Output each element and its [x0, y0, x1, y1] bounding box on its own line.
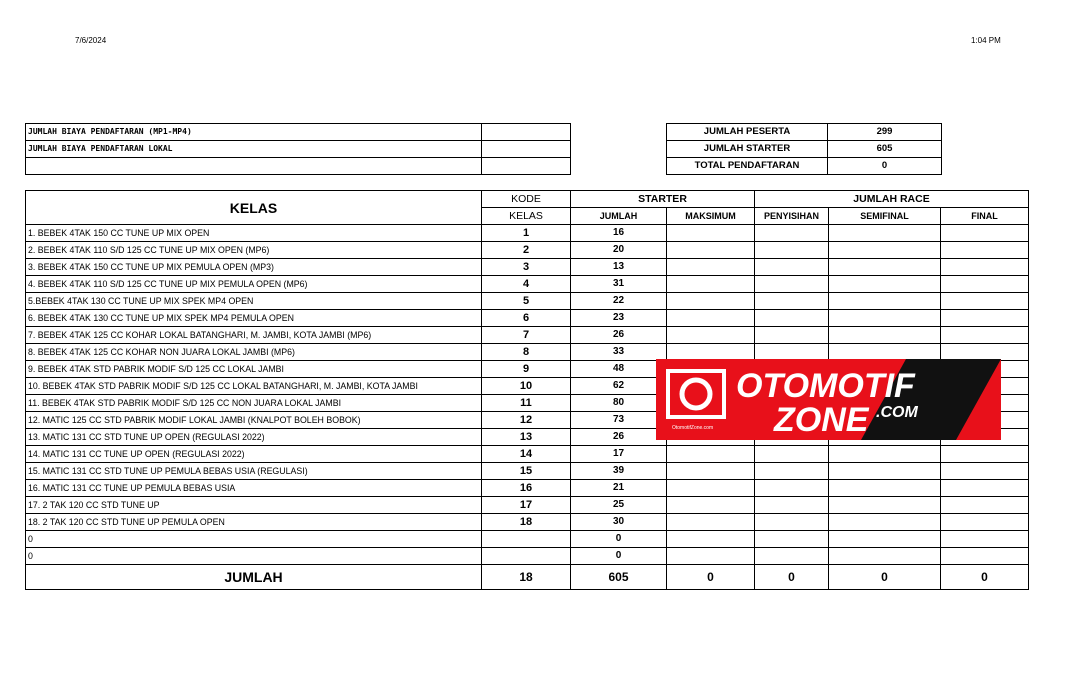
summary-value: 605: [828, 141, 942, 158]
penyisihan-cell: [755, 327, 829, 344]
total-row: [26, 565, 1029, 590]
starter-count-cell: 13: [571, 259, 667, 276]
class-name-cell: 6. BEBEK 4TAK 130 CC TUNE UP MIX SPEK MP4 PEMULA OPEN: [26, 310, 482, 327]
header-kode-top: KODE: [482, 191, 571, 208]
final-cell: [941, 310, 1029, 327]
class-row: [26, 293, 1029, 310]
watermark-brand-line2: ZONE: [774, 401, 869, 439]
header-starter: STARTER: [571, 191, 755, 208]
penyisihan-cell: [755, 276, 829, 293]
starter-count-cell: 16: [571, 225, 667, 242]
class-code-cell: 4: [482, 276, 571, 293]
class-code-cell: 2: [482, 242, 571, 259]
starter-count-cell: 26: [571, 327, 667, 344]
max-cell: [667, 327, 755, 344]
starter-count-cell: 26: [571, 429, 667, 446]
max-cell: [667, 276, 755, 293]
summary-value: 0: [828, 158, 942, 175]
total-final: 0: [941, 565, 1029, 590]
class-name-cell: 7. BEBEK 4TAK 125 CC KOHAR LOKAL BATANGHARI, M. JAMBI, KOTA JAMBI (MP6): [26, 327, 482, 344]
semifinal-cell: [829, 531, 941, 548]
header-kode-bottom: KELAS: [482, 208, 571, 225]
penyisihan-cell: [755, 259, 829, 276]
header-semifinal: SEMIFINAL: [829, 208, 941, 225]
max-cell: [667, 548, 755, 565]
class-name-cell: 10. BEBEK 4TAK STD PABRIK MODIF S/D 125 CC LOKAL BATANGHARI, M. JAMBI, KOTA JAMBI: [26, 378, 482, 395]
summary-label: TOTAL PENDAFTARAN: [667, 158, 828, 175]
total-maksimum: 0: [667, 565, 755, 590]
semifinal-cell: [829, 344, 941, 361]
penyisihan-cell: [755, 497, 829, 514]
class-code-cell: [482, 548, 571, 565]
fee-row: [26, 158, 571, 175]
otomotifzone-watermark-logo: [656, 359, 1001, 440]
class-name-cell: 8. BEBEK 4TAK 125 CC KOHAR NON JUARA LOKAL JAMBI (MP6): [26, 344, 482, 361]
class-code-cell: 9: [482, 361, 571, 378]
max-cell: [667, 242, 755, 259]
starter-count-cell: 48: [571, 361, 667, 378]
semifinal-cell: [829, 480, 941, 497]
starter-count-cell: 39: [571, 463, 667, 480]
summary-row: [667, 124, 942, 141]
class-code-cell: 13: [482, 429, 571, 446]
penyisihan-cell: [755, 531, 829, 548]
watermark-brand-line1: OTOMOTIF: [736, 367, 915, 405]
class-code-cell: 12: [482, 412, 571, 429]
class-code-cell: 1: [482, 225, 571, 242]
max-cell: [667, 225, 755, 242]
semifinal-cell: [829, 327, 941, 344]
starter-count-cell: 25: [571, 497, 667, 514]
fee-value: [482, 124, 571, 141]
penyisihan-cell: [755, 310, 829, 327]
penyisihan-cell: [755, 344, 829, 361]
class-name-cell: 15. MATIC 131 CC STD TUNE UP PEMULA BEBAS USIA (REGULASI): [26, 463, 482, 480]
final-cell: [941, 293, 1029, 310]
final-cell: [941, 480, 1029, 497]
semifinal-cell: [829, 225, 941, 242]
semifinal-cell: [829, 310, 941, 327]
header-row: [26, 191, 1029, 208]
class-name-cell: 13. MATIC 131 CC STD TUNE UP OPEN (REGULASI 2022): [26, 429, 482, 446]
class-name-cell: 4. BEBEK 4TAK 110 S/D 125 CC TUNE UP MIX PEMULA OPEN (MP6): [26, 276, 482, 293]
class-name-cell: 14. MATIC 131 CC TUNE UP OPEN (REGULASI 2022): [26, 446, 482, 463]
max-cell: [667, 293, 755, 310]
final-cell: [941, 344, 1029, 361]
class-row: [26, 514, 1029, 531]
fee-label: JUMLAH BIAYA PENDAFTARAN (MP1-MP4): [26, 124, 482, 141]
class-code-cell: 8: [482, 344, 571, 361]
semifinal-cell: [829, 276, 941, 293]
class-code-cell: 6: [482, 310, 571, 327]
semifinal-cell: [829, 242, 941, 259]
print-time: 1:04 PM: [971, 36, 1001, 45]
semifinal-cell: [829, 514, 941, 531]
penyisihan-cell: [755, 480, 829, 497]
penyisihan-cell: [755, 463, 829, 480]
class-code-cell: 18: [482, 514, 571, 531]
penyisihan-cell: [755, 225, 829, 242]
class-name-cell: 17. 2 TAK 120 CC STD TUNE UP: [26, 497, 482, 514]
header-jumlah-race: JUMLAH RACE: [755, 191, 1029, 208]
total-jumlah: 605: [571, 565, 667, 590]
semifinal-cell: [829, 463, 941, 480]
class-code-cell: 17: [482, 497, 571, 514]
class-code-cell: 3: [482, 259, 571, 276]
fee-value: [482, 158, 571, 175]
class-row: [26, 548, 1029, 565]
summary-label: JUMLAH PESERTA: [667, 124, 828, 141]
penyisihan-cell: [755, 446, 829, 463]
penyisihan-cell: [755, 548, 829, 565]
max-cell: [667, 344, 755, 361]
starter-count-cell: 80: [571, 395, 667, 412]
class-code-cell: 5: [482, 293, 571, 310]
class-row: [26, 480, 1029, 497]
class-name-cell: 18. 2 TAK 120 CC STD TUNE UP PEMULA OPEN: [26, 514, 482, 531]
class-row: [26, 242, 1029, 259]
starter-count-cell: 0: [571, 548, 667, 565]
header-kelas: KELAS: [26, 191, 482, 225]
class-name-cell: 9. BEBEK 4TAK STD PABRIK MODIF S/D 125 CC LOKAL JAMBI: [26, 361, 482, 378]
max-cell: [667, 531, 755, 548]
class-row: [26, 310, 1029, 327]
class-code-cell: 14: [482, 446, 571, 463]
final-cell: [941, 548, 1029, 565]
print-date: 7/6/2024: [75, 36, 107, 45]
fee-value: [482, 141, 571, 158]
starter-count-cell: 73: [571, 412, 667, 429]
final-cell: [941, 446, 1029, 463]
final-cell: [941, 497, 1029, 514]
class-name-cell: 0: [26, 548, 482, 565]
class-row: [26, 259, 1029, 276]
max-cell: [667, 497, 755, 514]
registration-fee-table: [25, 123, 571, 175]
starter-count-cell: 22: [571, 293, 667, 310]
final-cell: [941, 514, 1029, 531]
class-code-cell: 7: [482, 327, 571, 344]
header-penyisihan: PENYISIHAN: [755, 208, 829, 225]
class-code-cell: 11: [482, 395, 571, 412]
class-name-cell: 1. BEBEK 4TAK 150 CC TUNE UP MIX OPEN: [26, 225, 482, 242]
starter-count-cell: 20: [571, 242, 667, 259]
semifinal-cell: [829, 446, 941, 463]
semifinal-cell: [829, 548, 941, 565]
class-name-cell: 16. MATIC 131 CC TUNE UP PEMULA BEBAS USIA: [26, 480, 482, 497]
final-cell: [941, 276, 1029, 293]
final-cell: [941, 463, 1029, 480]
penyisihan-cell: [755, 514, 829, 531]
fee-label: JUMLAH BIAYA PENDAFTARAN LOKAL: [26, 141, 482, 158]
class-row: [26, 446, 1029, 463]
max-cell: [667, 310, 755, 327]
class-name-cell: 3. BEBEK 4TAK 150 CC TUNE UP MIX PEMULA OPEN (MP3): [26, 259, 482, 276]
fee-row: [26, 124, 571, 141]
max-cell: [667, 463, 755, 480]
summary-table: [666, 123, 942, 175]
starter-count-cell: 0: [571, 531, 667, 548]
class-row: [26, 225, 1029, 242]
class-name-cell: 12. MATIC 125 CC STD PABRIK MODIF LOKAL JAMBI (KNALPOT BOLEH BOBOK): [26, 412, 482, 429]
final-cell: [941, 225, 1029, 242]
watermark-brand-suffix: .COM: [876, 404, 918, 421]
class-name-cell: 0: [26, 531, 482, 548]
total-penyisihan: 0: [755, 565, 829, 590]
class-row: [26, 531, 1029, 548]
starter-count-cell: 23: [571, 310, 667, 327]
header-final: FINAL: [941, 208, 1029, 225]
starter-count-cell: 30: [571, 514, 667, 531]
header-jumlah: JUMLAH: [571, 208, 667, 225]
max-cell: [667, 514, 755, 531]
class-name-cell: 11. BEBEK 4TAK STD PABRIK MODIF S/D 125 CC NON JUARA LOKAL JAMBI: [26, 395, 482, 412]
final-cell: [941, 531, 1029, 548]
total-kode: 18: [482, 565, 571, 590]
class-row: [26, 327, 1029, 344]
semifinal-cell: [829, 293, 941, 310]
class-row: [26, 497, 1029, 514]
starter-count-cell: 21: [571, 480, 667, 497]
penyisihan-cell: [755, 242, 829, 259]
class-code-cell: [482, 531, 571, 548]
starter-count-cell: 33: [571, 344, 667, 361]
class-code-cell: 15: [482, 463, 571, 480]
fee-row: [26, 141, 571, 158]
header-maksimum: MAKSIMUM: [667, 208, 755, 225]
class-name-cell: 5.BEBEK 4TAK 130 CC TUNE UP MIX SPEK MP4 OPEN: [26, 293, 482, 310]
max-cell: [667, 446, 755, 463]
max-cell: [667, 480, 755, 497]
starter-count-cell: 62: [571, 378, 667, 395]
fee-label: [26, 158, 482, 175]
starter-count-cell: 31: [571, 276, 667, 293]
starter-count-cell: 17: [571, 446, 667, 463]
summary-label: JUMLAH STARTER: [667, 141, 828, 158]
semifinal-cell: [829, 497, 941, 514]
final-cell: [941, 242, 1029, 259]
class-row: [26, 344, 1029, 361]
max-cell: [667, 259, 755, 276]
summary-row: [667, 141, 942, 158]
class-code-cell: 16: [482, 480, 571, 497]
summary-value: 299: [828, 124, 942, 141]
total-label: JUMLAH: [26, 565, 482, 590]
final-cell: [941, 327, 1029, 344]
class-row: [26, 463, 1029, 480]
penyisihan-cell: [755, 293, 829, 310]
class-row: [26, 276, 1029, 293]
total-semifinal: 0: [829, 565, 941, 590]
class-code-cell: 10: [482, 378, 571, 395]
semifinal-cell: [829, 259, 941, 276]
watermark-tagline: OtomotifZone.com: [672, 425, 714, 431]
summary-row: [667, 158, 942, 175]
final-cell: [941, 259, 1029, 276]
class-name-cell: 2. BEBEK 4TAK 110 S/D 125 CC TUNE UP MIX OPEN (MP6): [26, 242, 482, 259]
